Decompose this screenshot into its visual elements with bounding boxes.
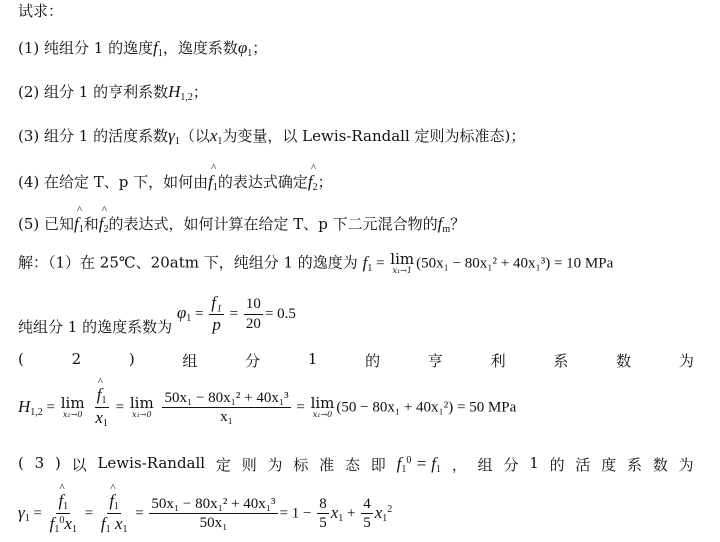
s3t0: ， [451,456,467,474]
s3-x1: $x_1$ [330,502,344,524]
q5-end: ？ [450,215,466,233]
sol1-eq: = [372,255,389,272]
header: 试求： [18,2,64,20]
s3-f10-eq: $f_1^0 = f_1$ [396,454,442,475]
sol1b-text: 纯组分 1 的逸度系数为 [18,318,173,337]
q2-end: ； [192,83,208,101]
s3t6: 度 [601,456,617,474]
s3-eq3: = [131,505,148,522]
s3c3: 以 [71,456,87,474]
solution-3-expr [18,492,392,535]
q1-end: ； [252,39,268,57]
s2c4: 分 [245,352,261,370]
q1-text: (1) 纯组分 1 的逸度 [18,39,154,57]
sol1b-eq2: = [225,306,242,323]
sol1b-phi: $\varphi_1$ [176,303,192,325]
fm-symbol: $f_m$ [437,214,451,235]
s3t2: 分 [503,456,519,474]
s3-eq1: = [29,505,46,522]
s2c2: ) [128,350,135,368]
f1-hat-symbol-q5: ^ $f_1$ [74,214,84,236]
q3-p2: 为变量，以 Lewis-Randall 定则为标准态)； [222,127,526,145]
s2c5: 1 [307,350,318,368]
s3c9: 准 [319,456,335,474]
s3-tail: = 1 − [279,505,316,522]
frac1-den: p [212,314,221,334]
s3t1: 组 [477,456,493,474]
q4-text: (4) 在给定 T、p 下，如何由 [18,173,209,191]
f1-symbol: $f_1$ [153,38,163,59]
s2c11: 为 [678,352,694,370]
question-1 [18,38,267,60]
s2c0: ( [18,350,24,368]
s3t8: 数 [652,456,668,474]
s2c10: 数 [616,352,632,370]
s2-eq3: = [292,399,309,416]
q5-text: (5) 已知 [18,215,75,233]
s3t7: 系 [627,456,643,474]
solution-2-heading [18,350,694,371]
s3-x1sq: $x_1^2$ [374,502,393,524]
sol1-expr: (50x₁ − 80x₁² + 40x₁³) = 10 MPa [416,255,614,272]
s3t3: 1 [529,454,539,472]
frac2-num: 10 [244,296,263,315]
q4-end: ； [317,173,333,191]
f2-hat-symbol-q5: ^ $f_2$ [99,214,109,236]
s3c8: 标 [293,456,309,474]
s3c4: Lewis-Randall [97,454,206,472]
solution-2-expr [18,386,516,429]
sol1b-frac1 [209,294,224,334]
s3-gamma: $\gamma_1$ [18,502,30,524]
q4-mid: 的表达式确定 [217,173,308,191]
frac2-den: 20 [245,315,261,332]
s2-frac1: ^ $\frac{f_1}{x_1}$ [93,386,110,429]
s3-frac2: ^ $\frac{f_1}{f_1 x_1}$ [99,492,130,535]
s2-tail: (50 − 80x₁ + 40x₁²) = 50 MPa [336,399,517,416]
s3c2: ) [55,454,61,472]
solution-1b [18,293,296,337]
solution-1 [18,252,613,275]
s2-eq1: = [42,399,59,416]
gamma1-symbol: $\gamma_1$ [168,126,180,147]
question-3 [18,126,525,148]
s3-frac-a: $\frac{8}{5}$ [319,495,327,531]
s3t4: 的 [549,456,565,474]
s3-frac-b: $\frac{4}{5}$ [363,495,371,531]
s3-frac3: $\frac{\text{50x₁ − 80x₁² + 40x₁³}}{\text{50x₁}}$ [151,495,276,531]
s2c3: 组 [182,352,198,370]
s3c10: 态 [344,456,360,474]
s2-frac2: $\frac{\text{50x₁ − 80x₁² + 40x₁³}}{\text{x₁}}$ [164,389,289,425]
q2-text: (2) 组分 1 的亨利系数 [18,83,169,101]
s3t9: 为 [678,456,694,474]
q1-mid: ，逸度系数 [162,39,238,57]
s2c7: 亨 [427,352,443,370]
s3c11: 即 [370,456,386,474]
s3c6: 则 [241,456,257,474]
s3t5: 活 [575,456,591,474]
s2c8: 利 [490,352,506,370]
sol1b-result: = 0.5 [264,306,296,323]
sol1-text: 解：（1）在 25℃、20atm 下，纯组分 1 的逸度为 [18,253,358,272]
s3c5: 定 [215,456,231,474]
s3c1: 3 [34,454,45,472]
s2c1: 2 [71,350,82,368]
x1-symbol: $x_1$ [209,126,223,147]
question-2 [18,82,208,104]
q5-mid: 的表达式，如何计算在给定 T、p 下二元混合物的 [108,215,438,233]
phi1-symbol: $\varphi_1$ [237,38,253,59]
f1-hat-symbol: ^ $f_1$ [208,172,218,194]
s3c0: ( [18,454,24,472]
s3-eq2: = [80,505,97,522]
s3-frac1: ^ $\frac{f_1}{f_1^0x_1}$ [48,492,79,535]
s2-H12: $H_{1,2}$ [18,396,43,418]
question-4 [18,172,333,194]
q3-p1: （以 [179,127,210,145]
sol1-lim: lim x₁→1 [390,250,415,275]
q5-and: 和 [83,215,99,233]
s2c6: 的 [365,352,381,370]
sol1-f1: $f_1$ [362,252,373,274]
s2c9: 系 [553,352,569,370]
s2-lim3: lim x₁→0 [310,394,335,419]
s3c7: 为 [267,456,283,474]
s2-eq2: = [111,399,128,416]
f2-hat-symbol: ^ $f_2$ [308,172,318,194]
sol1b-frac2 [244,296,263,332]
s3-plus: + [343,505,360,522]
solution-3-heading [18,454,694,475]
sol1b-eq1: = [191,306,208,323]
s2-lim2: lim x₁→0 [129,394,154,419]
frac1-num: f₁ [209,294,224,315]
q3-text: (3) 组分 1 的活度系数 [18,127,169,145]
H12-symbol: $H_{1,2}$ [168,82,193,103]
s2-lim1: lim x₁→0 [60,394,85,419]
question-5 [18,214,465,236]
